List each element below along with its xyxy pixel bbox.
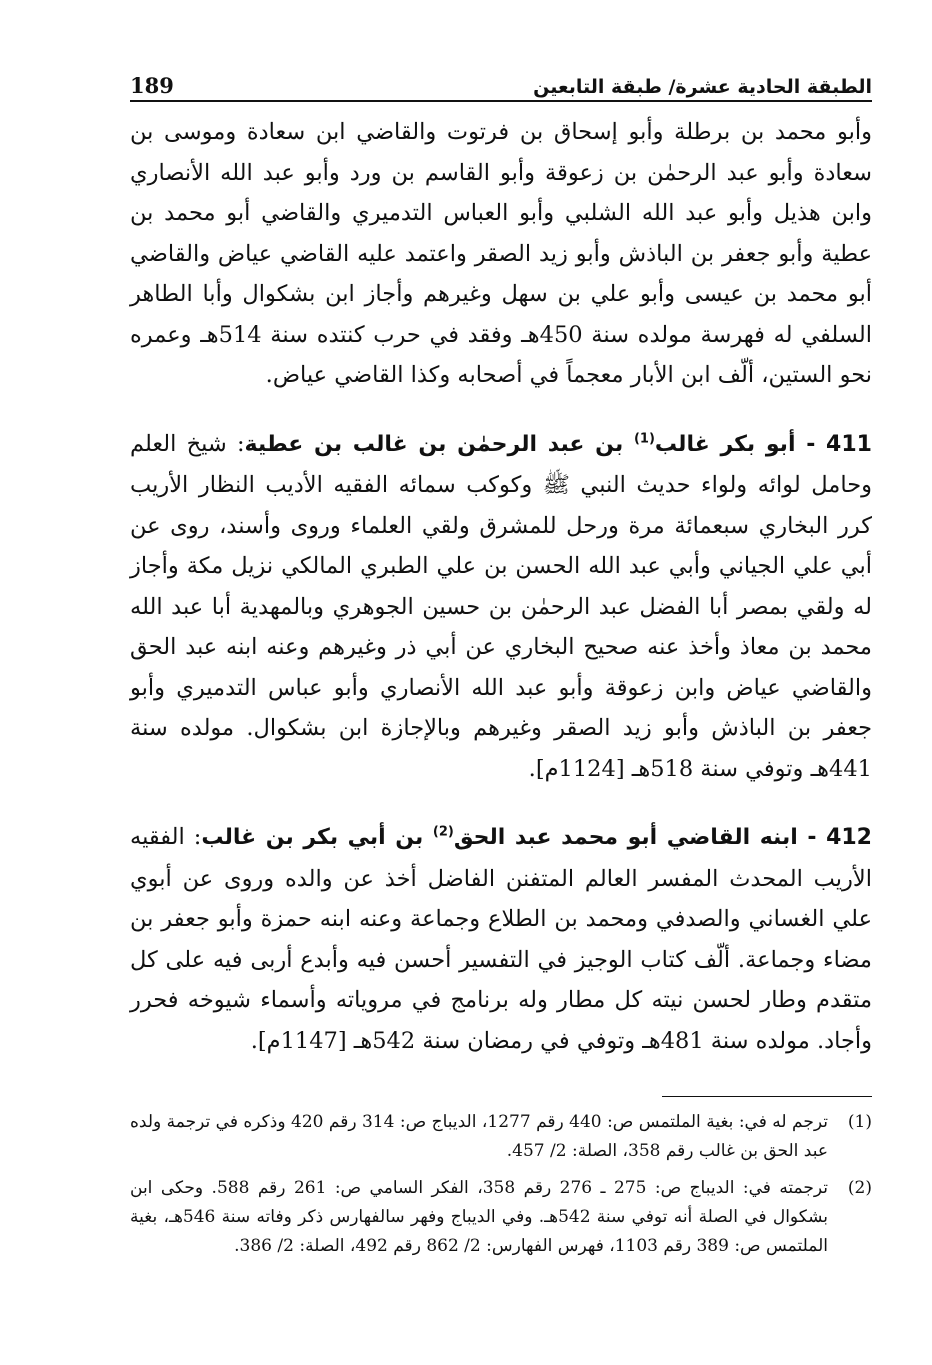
footnote-ref-1[interactable]: (1) — [633, 431, 655, 447]
footnote-text: ترجم له في: بغية الملتمس ص: 440 رقم 1277، الديباج ص: 314 رقم 420 وذكره في ترجمة ولده عبد الحق بن غالب رقم 358، الصلة: 2/ 457. — [130, 1112, 828, 1161]
footnote-text: ترجمته في: الديباج ص: 275 ـ 276 رقم 358، الفكر السامي ص: 261 رقم 588. وحكى ابن بشكوال في الصلة أنه توفي سنة 542هـ. وفي الديباج وفهر سالفهارس ذكر وفاته سنة 546هـ، بغية الملتمس ص: 389 رقم 1103، فهرس الفهارس: 2/ 862 رقم 492، الصلة: 2/ 386. — [130, 1178, 829, 1256]
entry-411-text: : شيخ العلم وحامل لوائه ولواء حديث النبي ﷺ وكوكب سمائه الفقيه الأديب النظار الأريب كرر البخاري سبعمائة مرة ورحل للمشرق ولقي العلماء وروى وأسند، روى عن أبي علي الجياني وأبي عبد الله الحسن بن علي الطبري المالكي نزيل مكة وأجاز له ولقي بمصر أبا الفضل عبد الرحمٰن بن حسين الجوهري وبالمهدية أبا عبد الله محمد بن معاذ وأخذ عنه صحيح البخاري عن أبي ذر وغيرهم وعنه ابنه عبد الحق والقاضي عياض وابن زعوقة وأبو عبد الله الأنصاري وأبو عباس التدميري وأبو جعفر بن الباذش وأبو زيد الصقر وغيرهم وبالإجازة ابن بشكوال. مولده سنة 441هـ وتوفي سنة 518هـ [1124م]. — [130, 430, 872, 782]
entry-412 — [130, 817, 872, 1061]
running-header — [130, 58, 872, 98]
header-rule — [130, 100, 872, 102]
entry-412-heading — [201, 825, 872, 850]
entry-412-lineage: بن أبي بكر بن غالب — [201, 825, 433, 850]
footnote-rule — [662, 1096, 872, 1097]
page-number: 189 — [130, 73, 174, 98]
footnotes — [130, 1108, 872, 1269]
entry-412-text: : الفقيه الأريب المحدث المفسر العالم المتفنن الفاضل أخذ عن والده وروى عن أبوي علي الغساني والصدفي ومحمد بن الطلاع وجماعة وعنه ابنه حمزة وأبو جعفر بن مضاء وجماعة. ألّف كتاب الوجيز في التفسير أحسن فيه وأبدع أربى فيه على كل متقدم وطار لحسن نيته كل مطار وله برنامج في مروياته وأسماء شيوخه فحرر وأجاد. مولده سنة 481هـ وتوفي في رمضان سنة 542هـ [1147م]. — [130, 824, 872, 1054]
entry-411-name: 411 - أبو بكر غالب — [654, 431, 872, 457]
entry-412-name: 412 - ابنه القاضي أبو محمد عبد الحق — [453, 825, 872, 850]
main-text — [130, 112, 872, 1061]
entry-411-heading — [245, 432, 872, 457]
footnote-2 — [130, 1174, 872, 1261]
paragraph-continuation: وأبو محمد بن برطلة وأبو إسحاق بن فرتوت والقاضي ابن سعادة وموسى بن سعادة وأبو عبد الرحمٰن بن زعوقة وأبو القاسم بن ورد وأبو عبد الله الأنصاري وابن هذيل وأبو عبد الله الشلبي وأبو العباس التدميري والقاضي أبو محمد بن عطية وأبو جعفر بن الباذش وأبو زيد الصقر واعتمد عليه القاضي عياض والقاضي أبو محمد بن عيسى وأبو علي بن سهل وغيرهم وأجاز ابن بشكوال وأبا الطاهر السلفي له فهرسة مولده سنة 450هـ وفقد في حرب كنتده سنة 514هـ وعمره نحو الستين، ألّف ابن الأبار معجماً في أصحابه وكذا القاضي عياض. — [130, 119, 872, 388]
entry-411 — [130, 424, 872, 790]
footnote-1 — [130, 1108, 872, 1166]
entry-411-lineage: بن عبد الرحمٰن بن غالب بن عطية — [244, 431, 634, 457]
running-title: الطبقة الحادية عشرة/ طبقة التابعين — [533, 76, 872, 98]
footnote-number: (1) — [847, 1112, 872, 1132]
footnote-number: (2) — [847, 1178, 872, 1198]
footnote-ref-2[interactable]: (2) — [432, 824, 454, 840]
